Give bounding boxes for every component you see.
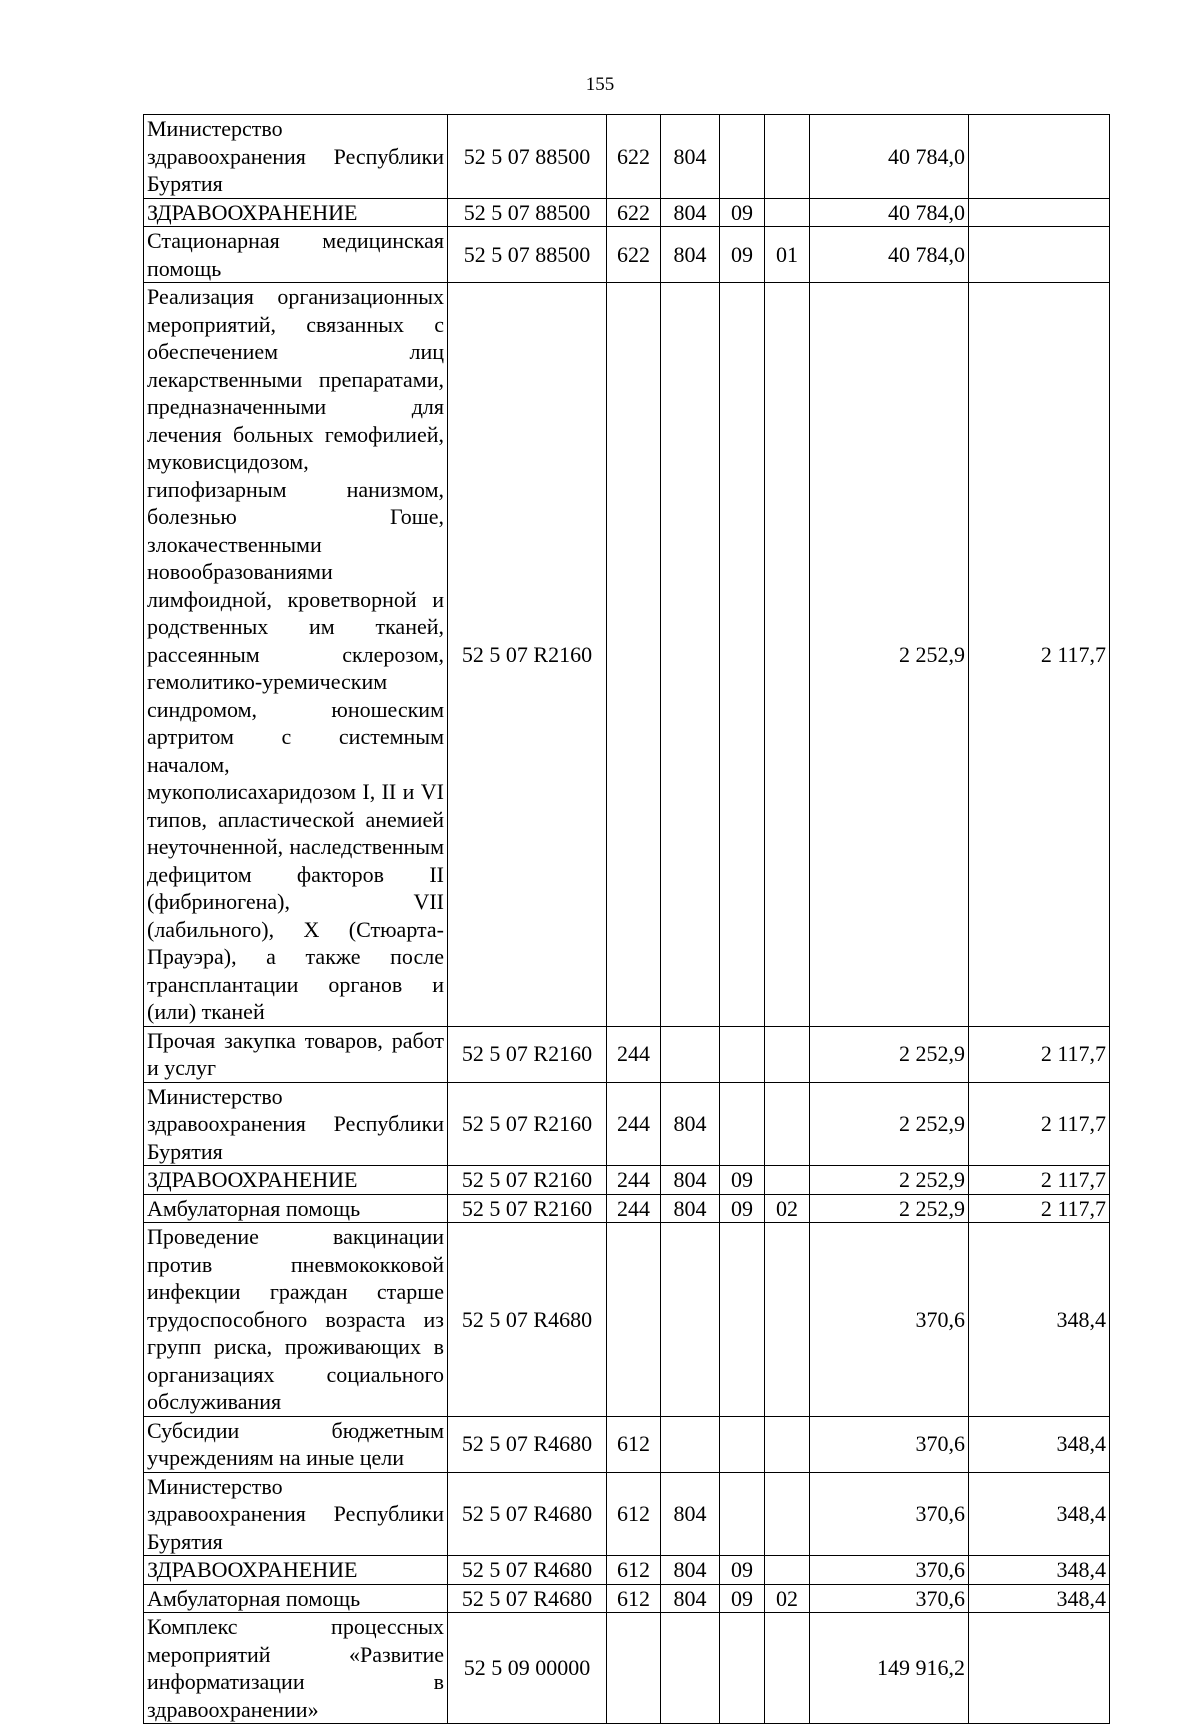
- cell-administrator: [661, 1223, 720, 1417]
- cell-target-article: 52 5 07 R4680: [448, 1416, 607, 1472]
- cell-subsection: [765, 198, 810, 227]
- cell-sum-1: 370,6: [810, 1223, 969, 1417]
- cell-name: Министерство здравоохранения Республики Бурятия: [144, 115, 448, 199]
- cell-subsection: [765, 1472, 810, 1556]
- cell-sum-1: 40 784,0: [810, 227, 969, 283]
- cell-section: 09: [720, 198, 765, 227]
- budget-table: [143, 114, 1110, 1724]
- cell-name: Прочая закупка товаров, работ и услуг: [144, 1026, 448, 1082]
- cell-sum-1: 149 916,2: [810, 1613, 969, 1724]
- cell-administrator: [661, 283, 720, 1027]
- cell-sum-1: 370,6: [810, 1556, 969, 1585]
- cell-expense-type: 244: [607, 1082, 661, 1166]
- cell-expense-type: 244: [607, 1194, 661, 1223]
- cell-sum-2: 348,4: [969, 1556, 1110, 1585]
- table-row: [144, 1584, 1110, 1613]
- cell-administrator: 804: [661, 1556, 720, 1585]
- cell-subsection: [765, 1026, 810, 1082]
- cell-administrator: [661, 1416, 720, 1472]
- cell-sum-2: 2 117,7: [969, 1194, 1110, 1223]
- cell-section: [720, 1082, 765, 1166]
- cell-target-article: 52 5 07 88500: [448, 115, 607, 199]
- cell-target-article: 52 5 07 88500: [448, 227, 607, 283]
- cell-subsection: [765, 1416, 810, 1472]
- page-number: 155: [585, 74, 615, 95]
- cell-sum-1: 2 252,9: [810, 1194, 969, 1223]
- cell-section: [720, 1613, 765, 1724]
- cell-sum-1: 40 784,0: [810, 115, 969, 199]
- cell-target-article: 52 5 07 R2160: [448, 1194, 607, 1223]
- cell-target-article: 52 5 07 R2160: [448, 1026, 607, 1082]
- cell-sum-1: 2 252,9: [810, 1026, 969, 1082]
- cell-sum-1: 2 252,9: [810, 1082, 969, 1166]
- cell-sum-2: [969, 227, 1110, 283]
- table-row: [144, 1556, 1110, 1585]
- cell-administrator: [661, 1613, 720, 1724]
- cell-target-article: 52 5 07 R2160: [448, 1082, 607, 1166]
- cell-sum-2: [969, 1613, 1110, 1724]
- cell-name: ЗДРАВООХРАНЕНИЕ: [144, 1166, 448, 1195]
- cell-sum-2: [969, 198, 1110, 227]
- cell-section: 09: [720, 1584, 765, 1613]
- table-body: [144, 115, 1110, 1724]
- cell-sum-1: 2 252,9: [810, 1166, 969, 1195]
- cell-target-article: 52 5 07 R4680: [448, 1584, 607, 1613]
- cell-sum-2: 2 117,7: [969, 1026, 1110, 1082]
- table-row: [144, 283, 1110, 1027]
- cell-name: Амбулаторная помощь: [144, 1194, 448, 1223]
- cell-name: Проведение вакцинации против пневмококковой инфекции граждан старше трудоспособного возраста из групп риска, проживающих в организациях социального обслуживания: [144, 1223, 448, 1417]
- cell-sum-2: 348,4: [969, 1223, 1110, 1417]
- cell-target-article: 52 5 07 R2160: [448, 283, 607, 1027]
- cell-section: 09: [720, 1166, 765, 1195]
- cell-sum-1: 40 784,0: [810, 198, 969, 227]
- table-row: [144, 1082, 1110, 1166]
- cell-sum-2: [969, 115, 1110, 199]
- table-row: [144, 1472, 1110, 1556]
- cell-subsection: 02: [765, 1584, 810, 1613]
- cell-section: 09: [720, 1194, 765, 1223]
- cell-section: [720, 283, 765, 1027]
- cell-name: Амбулаторная помощь: [144, 1584, 448, 1613]
- cell-target-article: 52 5 09 00000: [448, 1613, 607, 1724]
- cell-sum-2: 348,4: [969, 1472, 1110, 1556]
- table-row: [144, 1416, 1110, 1472]
- cell-sum-1: 370,6: [810, 1584, 969, 1613]
- cell-expense-type: [607, 1223, 661, 1417]
- cell-name: Реализация организационных мероприятий, связанных с обеспечением лиц лекарственными препаратами, предназначенными для лечения больных гемофилией, муковисцидозом, гипофизарным нанизмом, болезнью Гоше, злокачественными новообразованиями лимфоидной, кроветворной и родственных им тканей, рассеянным склерозом, гемолитико-уремическим синдромом, юношеским артритом с системным началом, мукополисахаридозом I, II и VI типов, апластической анемией неуточненной, наследственным дефицитом факторов II (фибриногена), VII (лабильного), X (Стюарта-Прауэра), а также после трансплантации органов и (или) тканей: [144, 283, 448, 1027]
- cell-sum-1: 370,6: [810, 1472, 969, 1556]
- cell-section: 09: [720, 1556, 765, 1585]
- table-row: [144, 1613, 1110, 1724]
- table-row: [144, 1026, 1110, 1082]
- cell-expense-type: 612: [607, 1584, 661, 1613]
- table-row: [144, 227, 1110, 283]
- cell-administrator: 804: [661, 115, 720, 199]
- cell-target-article: 52 5 07 88500: [448, 198, 607, 227]
- cell-administrator: 804: [661, 198, 720, 227]
- cell-subsection: [765, 1613, 810, 1724]
- table-row: [144, 115, 1110, 199]
- cell-name: Комплекс процессных мероприятий «Развитие информатизации в здравоохранении»: [144, 1613, 448, 1724]
- cell-name: Министерство здравоохранения Республики Бурятия: [144, 1082, 448, 1166]
- cell-section: [720, 115, 765, 199]
- cell-sum-2: 348,4: [969, 1416, 1110, 1472]
- table-row: [144, 1223, 1110, 1417]
- cell-subsection: [765, 115, 810, 199]
- cell-administrator: 804: [661, 1194, 720, 1223]
- cell-sum-2: 348,4: [969, 1584, 1110, 1613]
- cell-subsection: [765, 1166, 810, 1195]
- cell-administrator: 804: [661, 1082, 720, 1166]
- cell-administrator: 804: [661, 227, 720, 283]
- cell-name: ЗДРАВООХРАНЕНИЕ: [144, 198, 448, 227]
- cell-section: [720, 1223, 765, 1417]
- cell-name: Субсидии бюджетным учреждениям на иные цели: [144, 1416, 448, 1472]
- cell-sum-1: 370,6: [810, 1416, 969, 1472]
- cell-sum-2: 2 117,7: [969, 1166, 1110, 1195]
- cell-sum-2: 2 117,7: [969, 283, 1110, 1027]
- cell-target-article: 52 5 07 R2160: [448, 1166, 607, 1195]
- cell-section: [720, 1416, 765, 1472]
- cell-sum-2: 2 117,7: [969, 1082, 1110, 1166]
- cell-sum-1: 2 252,9: [810, 283, 969, 1027]
- cell-expense-type: [607, 1613, 661, 1724]
- table-row: [144, 1194, 1110, 1223]
- cell-expense-type: 244: [607, 1166, 661, 1195]
- cell-subsection: 02: [765, 1194, 810, 1223]
- table-row: [144, 198, 1110, 227]
- cell-name: Министерство здравоохранения Республики Бурятия: [144, 1472, 448, 1556]
- cell-name: ЗДРАВООХРАНЕНИЕ: [144, 1556, 448, 1585]
- cell-administrator: 804: [661, 1166, 720, 1195]
- cell-section: [720, 1472, 765, 1556]
- cell-subsection: [765, 1223, 810, 1417]
- cell-subsection: [765, 1556, 810, 1585]
- cell-expense-type: 612: [607, 1556, 661, 1585]
- cell-expense-type: 244: [607, 1026, 661, 1082]
- cell-administrator: 804: [661, 1584, 720, 1613]
- cell-subsection: [765, 1082, 810, 1166]
- table-row: [144, 1166, 1110, 1195]
- cell-expense-type: 622: [607, 198, 661, 227]
- cell-target-article: 52 5 07 R4680: [448, 1556, 607, 1585]
- cell-expense-type: 622: [607, 115, 661, 199]
- cell-target-article: 52 5 07 R4680: [448, 1223, 607, 1417]
- cell-expense-type: [607, 283, 661, 1027]
- cell-section: [720, 1026, 765, 1082]
- cell-subsection: [765, 283, 810, 1027]
- cell-expense-type: 622: [607, 227, 661, 283]
- cell-name: Стационарная медицинская помощь: [144, 227, 448, 283]
- cell-subsection: 01: [765, 227, 810, 283]
- cell-section: 09: [720, 227, 765, 283]
- cell-administrator: [661, 1026, 720, 1082]
- cell-administrator: 804: [661, 1472, 720, 1556]
- cell-expense-type: 612: [607, 1416, 661, 1472]
- cell-target-article: 52 5 07 R4680: [448, 1472, 607, 1556]
- cell-expense-type: 612: [607, 1472, 661, 1556]
